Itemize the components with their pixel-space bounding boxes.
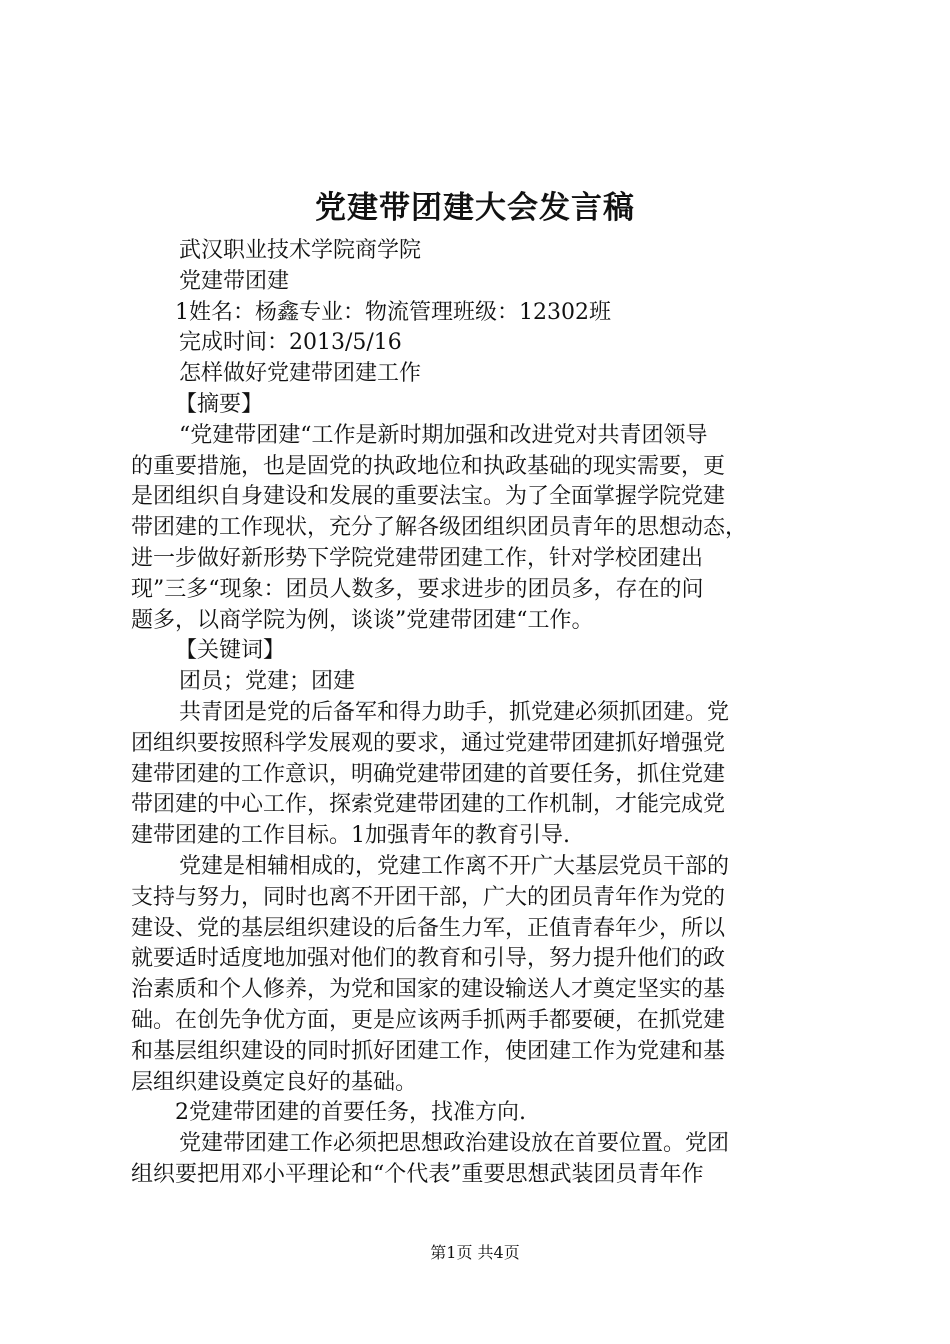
paragraph2-line: 党建是相辅相成的，党建工作离不开广大基层党员干部的 bbox=[179, 853, 730, 879]
header-line-subtitle: 怎样做好党建带团建工作 bbox=[179, 361, 422, 387]
paragraph1-line: 带团建的中心工作，探索党建带团建的工作机制，才能完成党 bbox=[131, 792, 726, 818]
paragraph1-line: 共青团是党的后备军和得力助手，抓党建必须抓团建。党 bbox=[179, 699, 730, 725]
paragraph2-line: 建设、党的基层组织建设的后备生力军，正值青春年少，所以 bbox=[131, 915, 726, 941]
paragraph1-line: 建带团建的工作意识，明确党建带团建的首要任务，抓住党建 bbox=[131, 761, 726, 787]
page-indicator: 第1页 共4页 bbox=[430, 1243, 520, 1262]
paragraph2-line: 础。在创先争优方面，更是应该两手抓两手都要硬，在抓党建 bbox=[131, 1007, 726, 1033]
keywords-text: 团员；党建；团建 bbox=[179, 669, 356, 695]
paragraph1-line: 团组织要按照科学发展观的要求，通过党建带团建抓好增强党 bbox=[131, 730, 726, 756]
abstract-line: 现”三多“现象：团员人数多，要求进步的团员多，存在的问 bbox=[131, 576, 704, 602]
keywords-heading: 【关键词】 bbox=[175, 638, 286, 664]
abstract-line: 带团建的工作现状，充分了解各级团组织团员青年的思想动态， bbox=[131, 515, 748, 541]
abstract-line: 进一步做好新形势下学院党建带团建工作，针对学校团建出 bbox=[131, 545, 704, 571]
abstract-line: “党建带团建“工作是新时期加强和改进党对共青团领导 bbox=[179, 422, 708, 448]
paragraph2-line: 和基层组织建设的同时抓好团建工作，使团建工作为党建和基 bbox=[131, 1038, 726, 1064]
paragraph2-line: 就要适时适度地加强对他们的教育和引导，努力提升他们的政 bbox=[131, 946, 726, 972]
paragraph2-line: 层组织建设奠定良好的基础。 bbox=[131, 1069, 418, 1095]
paragraph3-line: 党建带团建工作必须把思想政治建设放在首要位置。党团 bbox=[179, 1131, 730, 1157]
header-line-date: 完成时间：2013/5/16 bbox=[179, 330, 402, 356]
abstract-line: 是团组织自身建设和发展的重要法宝。为了全面掌握学院党建 bbox=[131, 484, 726, 510]
document-title: 党建带团建大会发言稿 bbox=[315, 190, 635, 226]
paragraph1-line: 建带团建的工作目标。1加强青年的教育引导. bbox=[131, 823, 570, 849]
header-line-school: 武汉职业技术学院商学院 bbox=[179, 238, 422, 263]
paragraph3-line: 组织要把用邓小平理论和“个代表”重要思想武装团员青年作 bbox=[131, 1161, 704, 1187]
header-line-author: 1姓名：杨鑫专业：物流管理班级：12302班 bbox=[175, 299, 611, 325]
document-body bbox=[131, 236, 831, 1191]
paragraph2-line: 支持与努力，同时也离不开团干部，广大的团员青年作为党的 bbox=[131, 884, 726, 910]
header-line-topic: 党建带团建 bbox=[179, 268, 290, 294]
section2-heading: 2党建带团建的首要任务，找准方向. bbox=[175, 1100, 526, 1126]
abstract-line: 的重要措施，也是固党的执政地位和执政基础的现实需要，更 bbox=[131, 453, 726, 479]
paragraph2-line: 治素质和个人修养，为党和国家的建设输送人才奠定坚实的基 bbox=[131, 977, 726, 1003]
abstract-heading: 【摘要】 bbox=[175, 391, 264, 417]
abstract-line: 题多，以商学院为例，谈谈”党建带团建“工作。 bbox=[131, 607, 594, 633]
